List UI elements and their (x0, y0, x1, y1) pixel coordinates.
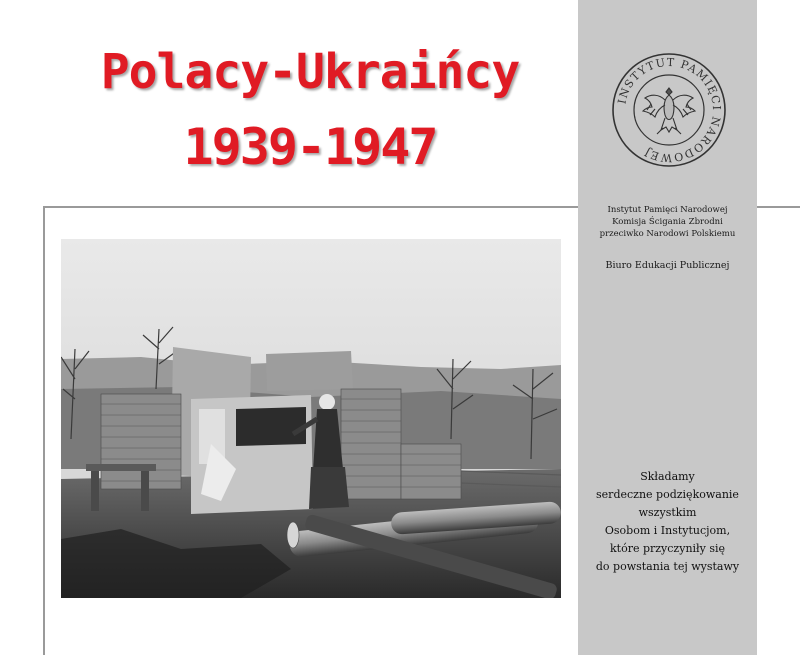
title-line-1: Polacy-Ukraińcy (100, 44, 520, 100)
seal-text: INSTYTUT PAMIĘCI NARODOWEJ (615, 55, 724, 165)
ipn-seal-logo (611, 52, 727, 168)
thanks-line-3: wszystkim (638, 506, 697, 519)
eagle-icon (643, 88, 695, 134)
acknowledgement-text (578, 468, 757, 576)
frame-left-line (43, 206, 45, 655)
thanks-line-2: serdeczne podziękowanie (596, 488, 739, 501)
org-line-1: Instytut Pamięci Narodowej (607, 205, 728, 215)
historical-photo (61, 239, 561, 598)
organization-name (578, 204, 757, 240)
frame-right-line (757, 206, 800, 208)
thanks-line-4: Osobom i Instytucjom, (604, 524, 731, 537)
org-line-2: Komisja Ścigania Zbrodni (612, 217, 723, 227)
title-line-2: 1939-1947 (183, 118, 437, 176)
frame-top-line (44, 206, 578, 208)
thanks-line-5: które przyczyniły się (609, 542, 725, 555)
thanks-line-6: do powstania tej wystawy (595, 560, 740, 573)
office-name: Biuro Edukacji Publicznej (605, 260, 730, 271)
thanks-line-1: Składamy (640, 470, 695, 483)
org-line-3: przeciwko Narodowi Polskiemu (599, 229, 736, 239)
